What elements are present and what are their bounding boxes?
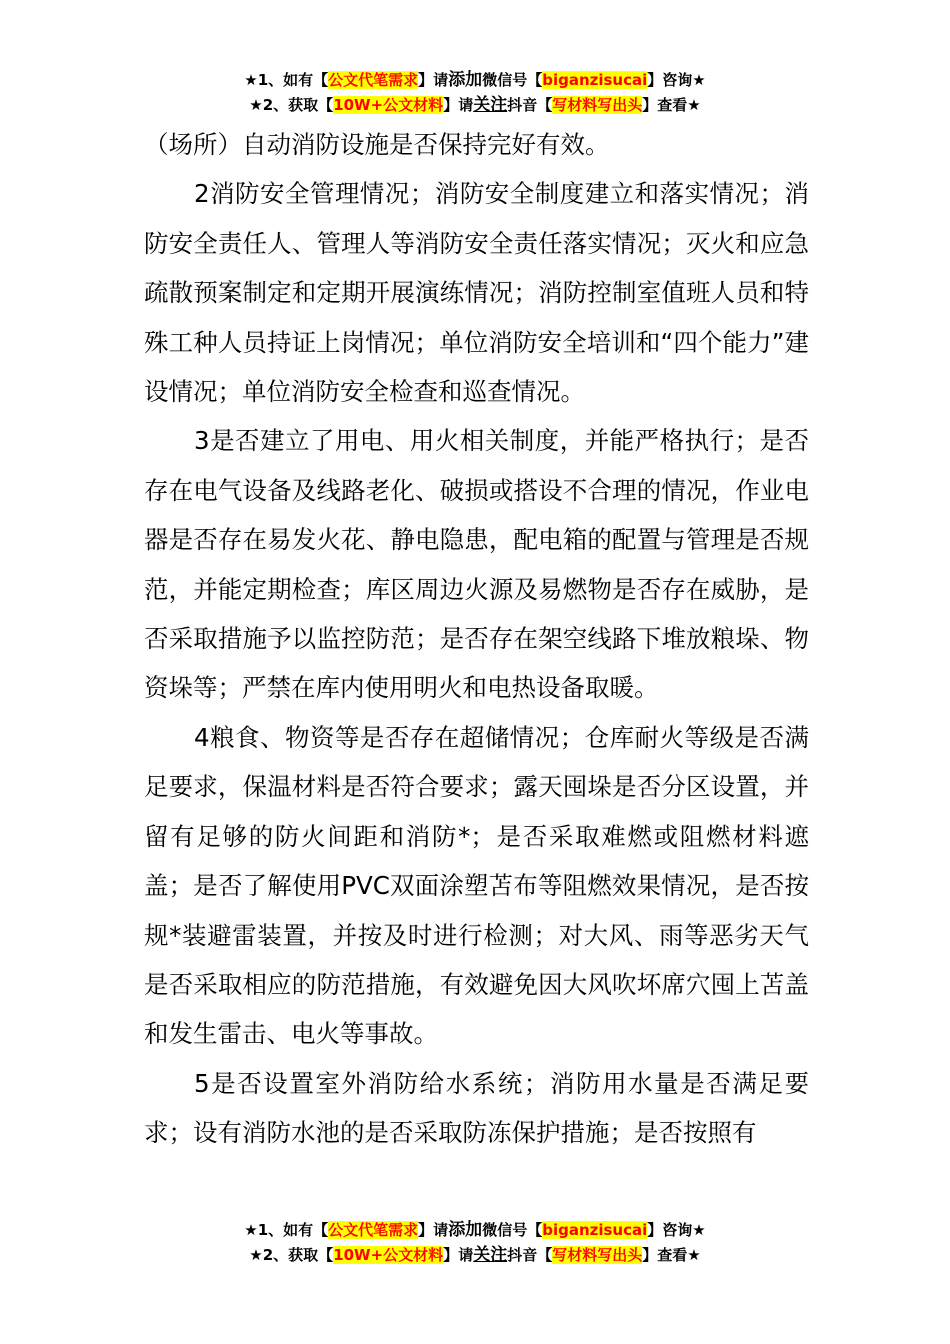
paragraph-continuation: （场所）自动消防设施是否保持完好有效。 [144,130,610,159]
highlight-douyin-account: 写材料写出头 [552,96,643,114]
banner-line-2: ★2、获取【10W+公文材料】请关注抖音【写材料写出头】查看★ [249,1245,701,1265]
banner-line-1: ★1、如有【公文代笔需求】请添加微信号【biganzisucai】咨询★ [244,1220,706,1240]
banner-line-2: ★2、获取【10W+公文材料】请关注抖音【写材料写出头】查看★ [249,95,701,115]
header-banner [0,68,950,118]
document-body [144,120,809,1158]
paragraph-3: 3是否建立了用电、用火相关制度，并能严格执行；是否存在电气设备及线路老化、破损或搭设不合理的情况，作业电器是否存在易发火花、静电隐患，配电箱的配置与管理是否规范，并能定期检查；库区周边火源及易燃物是否存在威胁，是否采取措施予以监控防范；是否存在架空线路下堆放粮垛、物资垛等；严禁在库内使用明火和电热设备取暖。 [144,426,809,703]
paragraph-2: 2消防安全管理情况；消防安全制度建立和落实情况；消防安全责任人、管理人等消防安全责任落实情况；灭火和应急疏散预案制定和定期开展演练情况；消防控制室值班人员和特殊工种人员持证上岗情况；单位消防安全培训和“四个能力”建设情况；单位消防安全检查和巡查情况。 [144,179,809,407]
highlight-service: 公文代笔需求 [328,71,419,89]
paragraph-4: 4粮食、物资等是否存在超储情况；仓库耐火等级是否满足要求，保温材料是否符合要求；露天囤垛是否分区设置，并留有足够的防火间距和消防*；是否采取难燃或阻燃材料遮盖；是否了解使用PVC双面涂塑苫布等阻燃效果情况，是否按规*装避雷装置，并按及时进行检测；对大风、雨等恶劣天气是否采取相应的防范措施，有效避免因大风吹坏席穴囤上苫盖和发生雷击、电火等事故。 [144,722,809,1049]
footer-banner [0,1218,950,1268]
highlight-service: 公文代笔需求 [328,1221,419,1239]
highlight-wechat-id: biganzisucai [542,1221,648,1239]
highlight-douyin-account: 写材料写出头 [552,1246,643,1264]
highlight-materials: 10W+公文材料 [333,1246,444,1264]
highlight-wechat-id: biganzisucai [542,71,648,89]
highlight-materials: 10W+公文材料 [333,96,444,114]
paragraph-5: 5是否设置室外消防给水系统；消防用水量是否满足要求；设有消防水池的是否采取防冻保护措施；是否按照有 [144,1068,809,1148]
banner-line-1: ★1、如有【公文代笔需求】请添加微信号【biganzisucai】咨询★ [244,70,706,90]
